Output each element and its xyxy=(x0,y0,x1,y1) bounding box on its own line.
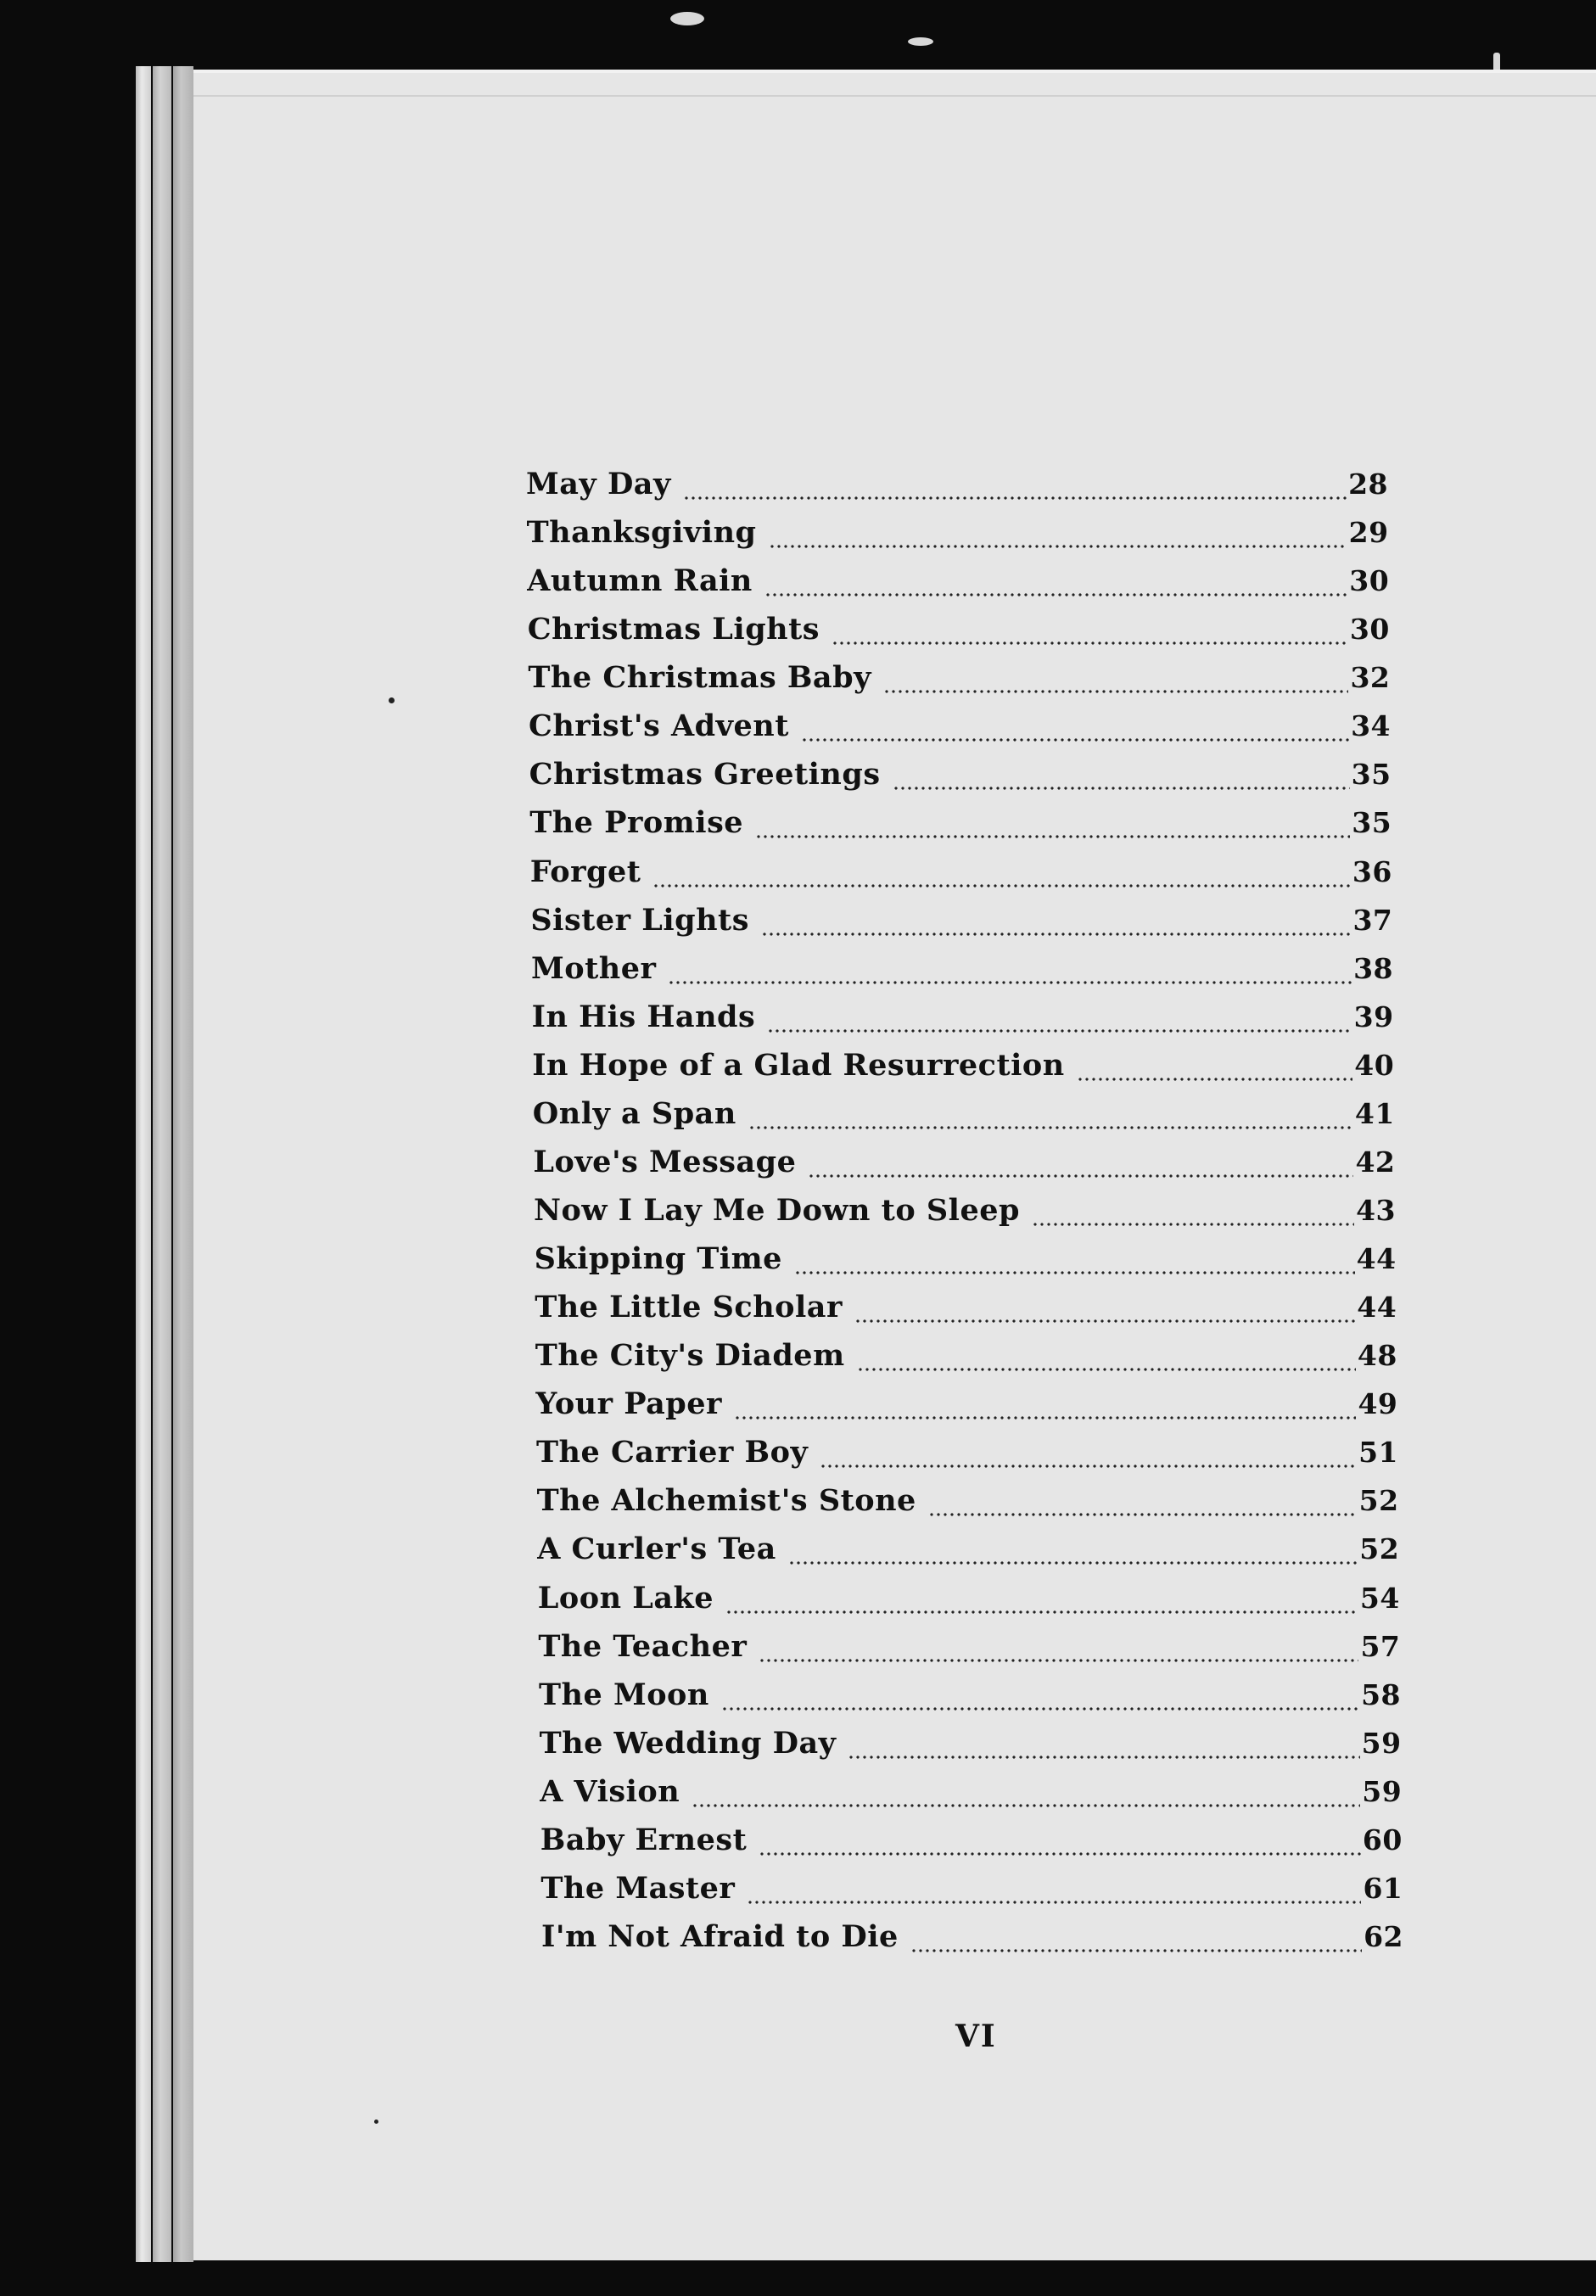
toc-entry-page-number: 35 xyxy=(1352,806,1392,840)
toc-entry-page-number: 57 xyxy=(1360,1629,1401,1663)
toc-entry-page-number: 51 xyxy=(1358,1436,1398,1470)
toc-entry-title: The Christmas Baby xyxy=(528,660,871,696)
toc-entry-title: The City's Diadem xyxy=(535,1338,845,1374)
toc-entry xyxy=(535,1290,1397,1332)
toc-entry xyxy=(541,1919,1403,1962)
toc-dot-leader xyxy=(794,1271,1355,1274)
toc-dot-leader xyxy=(788,1561,1358,1565)
toc-dot-leader xyxy=(759,1659,1358,1662)
toc-dot-leader xyxy=(808,1174,1353,1178)
toc-entry-page-number: 58 xyxy=(1361,1677,1401,1711)
toc-dot-leader xyxy=(769,545,1347,548)
toc-entry xyxy=(528,612,1390,654)
toc-entry-page-number: 54 xyxy=(1359,1581,1400,1615)
toc-entry-page-number: 30 xyxy=(1349,613,1390,647)
toc-entry-page-number: 34 xyxy=(1351,709,1391,743)
toc-entry-page-number: 39 xyxy=(1353,1000,1394,1033)
toc-entry xyxy=(535,1241,1397,1284)
toc-entry-title: Sister Lights xyxy=(530,902,749,938)
toc-entry-page-number: 61 xyxy=(1363,1871,1403,1905)
toc-entry-page-number: 44 xyxy=(1356,1242,1397,1276)
scan-speck xyxy=(908,37,933,46)
toc-entry xyxy=(530,854,1392,897)
toc-entry-page-number: 32 xyxy=(1350,661,1391,695)
toc-entry-title: May Day xyxy=(526,467,671,501)
toc-entry xyxy=(538,1629,1400,1672)
toc-entry-title: Baby Ernest xyxy=(540,1822,748,1857)
table-of-contents xyxy=(193,70,1596,2260)
toc-entry xyxy=(535,1386,1397,1429)
toc-entry-title: The Master xyxy=(540,1870,736,1906)
toc-entry-title: The Alchemist's Stone xyxy=(536,1483,916,1519)
toc-dot-leader xyxy=(893,787,1350,790)
toc-entry-title: Christ's Advent xyxy=(529,708,789,744)
toc-entry xyxy=(540,1726,1402,1768)
toc-entry-title: Christmas Lights xyxy=(527,612,820,647)
page-edge xyxy=(136,66,151,2262)
toc-entry xyxy=(530,903,1392,945)
toc-dot-leader xyxy=(767,1029,1352,1033)
toc-entry xyxy=(533,1145,1395,1187)
book-page xyxy=(193,70,1596,2260)
toc-dot-leader xyxy=(759,1852,1361,1856)
toc-entry-page-number: 36 xyxy=(1352,854,1392,888)
toc-dot-leader xyxy=(857,1368,1356,1371)
toc-entry-title: The Promise xyxy=(529,805,744,841)
toc-entry-page-number: 30 xyxy=(1349,564,1390,598)
toc-dot-leader xyxy=(820,1464,1357,1468)
toc-entry-title: Mother xyxy=(531,950,657,986)
stray-dot xyxy=(374,2120,378,2124)
toc-entry-page-number: 62 xyxy=(1364,1920,1403,1953)
toc-entry-title: Skipping Time xyxy=(534,1241,782,1277)
page-folio: VI xyxy=(955,2019,997,2054)
toc-dot-leader xyxy=(755,835,1350,838)
toc-entry-title: In His Hands xyxy=(531,999,756,1034)
toc-entry-page-number: 42 xyxy=(1355,1145,1396,1179)
toc-entry-title: I'm Not Afraid to Die xyxy=(541,1919,899,1954)
toc-dot-leader xyxy=(748,1126,1353,1129)
toc-entry xyxy=(532,1000,1394,1042)
toc-dot-leader xyxy=(883,690,1349,693)
toc-entry-title: Christmas Greetings xyxy=(529,757,881,792)
toc-dot-leader xyxy=(764,593,1347,596)
scan-speck xyxy=(670,12,704,25)
toc-entry-page-number: 48 xyxy=(1357,1339,1397,1373)
toc-entry-page-number: 40 xyxy=(1354,1048,1395,1082)
toc-dot-leader xyxy=(801,738,1349,742)
toc-entry-page-number: 52 xyxy=(1359,1532,1400,1566)
toc-entry-page-number: 28 xyxy=(1348,468,1388,501)
toc-entry xyxy=(528,660,1390,703)
toc-entry-title: The Carrier Boy xyxy=(536,1435,809,1470)
toc-dot-leader xyxy=(692,1804,1360,1807)
page-edge xyxy=(173,66,193,2262)
toc-entry xyxy=(529,805,1392,848)
toc-dot-leader xyxy=(761,932,1352,936)
toc-dot-leader xyxy=(734,1416,1356,1420)
toc-entry-page-number: 43 xyxy=(1356,1194,1396,1227)
toc-dot-leader xyxy=(1032,1223,1354,1226)
toc-dot-leader xyxy=(725,1610,1358,1614)
toc-entry-title: Your Paper xyxy=(535,1386,722,1422)
toc-entry-title: Love's Message xyxy=(533,1144,797,1179)
toc-entry-page-number: 49 xyxy=(1358,1387,1398,1421)
toc-entry-title: The Wedding Day xyxy=(539,1725,837,1761)
toc-dot-leader xyxy=(848,1756,1359,1759)
toc-dot-leader xyxy=(1077,1078,1353,1081)
toc-dot-leader xyxy=(928,1513,1358,1516)
toc-entry-title: The Little Scholar xyxy=(535,1290,843,1325)
toc-entry xyxy=(538,1581,1400,1623)
toc-entry xyxy=(537,1532,1399,1574)
toc-entry-page-number: 38 xyxy=(1353,951,1393,985)
toc-entry xyxy=(540,1823,1403,1865)
toc-entry-title: A Vision xyxy=(540,1773,680,1809)
toc-entry xyxy=(535,1338,1397,1380)
toc-entry xyxy=(527,563,1389,606)
toc-entry-title: The Moon xyxy=(539,1677,709,1712)
toc-entry-page-number: 35 xyxy=(1351,758,1392,792)
toc-entry xyxy=(529,757,1392,799)
toc-entry-page-number: 44 xyxy=(1357,1291,1397,1324)
page-edge xyxy=(153,66,171,2262)
toc-dot-leader xyxy=(832,641,1348,645)
toc-entry-title: In Hope of a Glad Resurrection xyxy=(532,1047,1065,1083)
toc-entry-title: Thanksgiving xyxy=(526,515,757,551)
toc-entry xyxy=(540,1871,1403,1913)
toc-dot-leader xyxy=(854,1319,1355,1323)
toc-entry-page-number: 59 xyxy=(1361,1726,1402,1760)
toc-entry-title: Forget xyxy=(529,854,641,889)
toc-dot-leader xyxy=(652,884,1350,888)
toc-entry xyxy=(537,1483,1399,1526)
toc-entry-title: A Curler's Tea xyxy=(537,1532,776,1567)
toc-entry xyxy=(527,515,1389,557)
toc-entry xyxy=(540,1774,1402,1817)
toc-entry-title: Loon Lake xyxy=(537,1580,714,1616)
toc-dot-leader xyxy=(683,496,1347,500)
toc-entry xyxy=(531,951,1393,994)
toc-entry xyxy=(539,1677,1401,1720)
toc-entry xyxy=(533,1096,1395,1139)
toc-dot-leader xyxy=(721,1707,1359,1711)
stray-dot xyxy=(389,697,395,703)
toc-entry-title: The Teacher xyxy=(538,1628,748,1664)
toc-dot-leader xyxy=(668,981,1352,984)
toc-entry-page-number: 41 xyxy=(1354,1096,1395,1130)
toc-entry-page-number: 52 xyxy=(1358,1484,1399,1518)
toc-entry-page-number: 37 xyxy=(1352,903,1393,937)
toc-entry xyxy=(529,708,1391,751)
toc-dot-leader xyxy=(910,1949,1362,1952)
toc-entry-page-number: 60 xyxy=(1362,1823,1403,1856)
toc-entry-page-number: 29 xyxy=(1348,516,1389,550)
toc-entry-page-number: 59 xyxy=(1362,1774,1403,1808)
toc-entry xyxy=(536,1435,1398,1477)
toc-entry-title: Autumn Rain xyxy=(527,563,753,599)
toc-entry-title: Only a Span xyxy=(532,1095,736,1131)
toc-entry xyxy=(526,467,1388,509)
toc-dot-leader xyxy=(747,1901,1361,1904)
toc-entry-title: Now I Lay Me Down to Sleep xyxy=(534,1193,1020,1228)
toc-entry xyxy=(534,1193,1396,1235)
toc-entry xyxy=(532,1048,1394,1090)
